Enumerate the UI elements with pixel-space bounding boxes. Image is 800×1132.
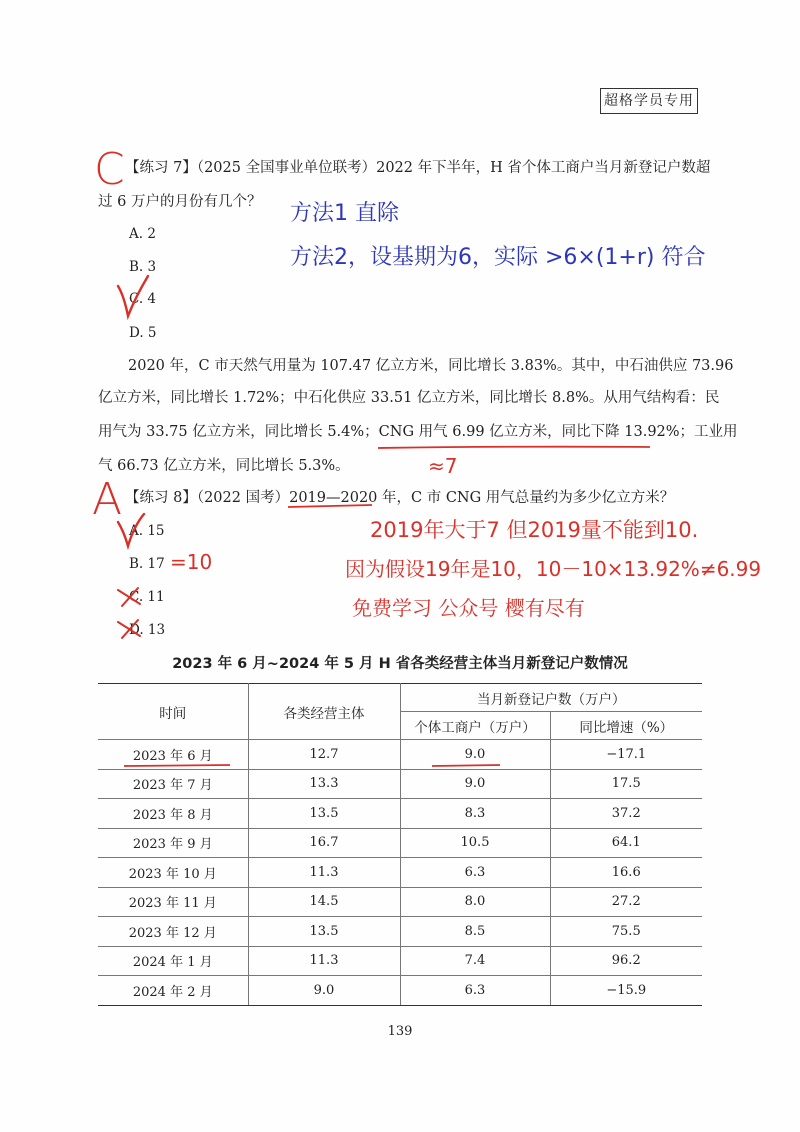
cell-all: 11.3: [248, 858, 400, 888]
q7-option-b: B. 3: [129, 259, 157, 275]
table-row: [98, 828, 702, 858]
table-row: [98, 946, 702, 976]
q8-option-a: A. 15: [129, 523, 165, 539]
passage-note-approx: ≈7: [428, 454, 458, 478]
q8-text-line1: 【练习 8】（2022 国考）2019—2020 年，C 市 CNG 用气总量约为多少亿立方米？: [125, 490, 675, 506]
table-row: [98, 917, 702, 947]
cell-individual: 9.0: [400, 740, 550, 770]
data-table: [98, 683, 702, 1006]
cell-individual: 6.3: [400, 858, 550, 888]
cell-growth: 16.6: [550, 858, 702, 888]
passage-line2: 亿立方米，同比增长 1.72%；中石化供应 33.51 亿立方米，同比增长 8.8%。从用气结构看：民: [98, 390, 720, 406]
table-row: [98, 976, 702, 1006]
cell-time: 2023 年 7 月: [98, 769, 248, 799]
passage-line4: 气 66.73 亿立方米，同比增长 5.3%。: [98, 458, 350, 474]
q7-option-d: D. 5: [129, 325, 157, 341]
cell-growth: 37.2: [550, 799, 702, 829]
q7-text-line1: 【练习 7】（2025 全国事业单位联考）2022 年下半年，H 省个体工商户当月新登记户数超: [125, 160, 711, 176]
cell-all: 12.7: [248, 740, 400, 770]
cell-individual: 8.3: [400, 799, 550, 829]
cell-time: 2024 年 2 月: [98, 976, 248, 1006]
q7-option-c: C. 4: [129, 291, 157, 307]
cell-all: 9.0: [248, 976, 400, 1006]
cell-individual: 7.4: [400, 946, 550, 976]
page-number: 139: [387, 1024, 413, 1039]
cell-time: 2023 年 8 月: [98, 799, 248, 829]
table-title: 2023 年 6 月~2024 年 5 月 H 省各类经营主体当月新登记户数情况: [172, 656, 628, 672]
cell-growth: 64.1: [550, 828, 702, 858]
cell-growth: 17.5: [550, 769, 702, 799]
q7-option-a: A. 2: [129, 226, 156, 242]
cell-individual: 8.0: [400, 887, 550, 917]
cell-time: 2023 年 12 月: [98, 917, 248, 947]
cell-growth: 27.2: [550, 887, 702, 917]
header-individual: 个体工商户（万户）: [400, 712, 550, 740]
table-row: [98, 799, 702, 829]
q8-note-line2: 因为假设19年是10，10－10×13.92%≠6.99: [345, 557, 762, 581]
header-time: 时间: [98, 684, 248, 740]
table-row: [98, 858, 702, 888]
cell-all: 14.5: [248, 887, 400, 917]
table-row: [98, 740, 702, 770]
q8-note-option-b: =10: [170, 550, 213, 574]
q8-option-b: B. 17: [129, 556, 165, 572]
passage-line3: 用气为 33.75 亿立方米，同比增长 5.4%；CNG 用气 6.99 亿立方米，同比下降 13.92%；工业用: [98, 424, 738, 440]
cell-time: 2024 年 1 月: [98, 946, 248, 976]
cell-growth: 75.5: [550, 917, 702, 947]
cell-all: 13.5: [248, 799, 400, 829]
q7-note-method2: 方法2，设基期为6，实际 >6×(1+r) 符合: [290, 245, 706, 270]
cell-individual: 10.5: [400, 828, 550, 858]
q7-text-line2: 过 6 万户的月份有几个？: [98, 194, 262, 210]
cell-time: 2023 年 11 月: [98, 887, 248, 917]
table-row: [98, 887, 702, 917]
cell-individual: 8.5: [400, 917, 550, 947]
q8-note-line3: 免费学习 公众号 樱有尽有: [352, 596, 585, 620]
cell-growth: −15.9: [550, 976, 702, 1006]
cell-time: 2023 年 9 月: [98, 828, 248, 858]
cell-all: 16.7: [248, 828, 400, 858]
cell-all: 13.5: [248, 917, 400, 947]
q8-note-line1: 2019年大于7 但2019量不能到10.: [370, 518, 699, 542]
cell-growth: −17.1: [550, 740, 702, 770]
cell-growth: 96.2: [550, 946, 702, 976]
header-group: 当月新登记户数（万户）: [400, 684, 702, 712]
cell-all: 13.3: [248, 769, 400, 799]
table-row: [98, 769, 702, 799]
header-growth: 同比增速（%）: [550, 712, 702, 740]
q7-note-method1: 方法1 直除: [290, 201, 399, 226]
header-badge: 超格学员专用: [600, 88, 698, 114]
q8-option-d: D. 13: [129, 622, 166, 638]
passage-underline-cng: [378, 447, 650, 448]
q7-handwritten-answer: C: [94, 144, 125, 195]
q8-handwritten-answer: A: [92, 474, 123, 525]
cell-time: 2023 年 6 月: [98, 740, 248, 770]
cell-time: 2023 年 10 月: [98, 858, 248, 888]
q8-option-c: C. 11: [129, 589, 165, 605]
cell-individual: 9.0: [400, 769, 550, 799]
cell-individual: 6.3: [400, 976, 550, 1006]
passage-line1: 2020 年，C 市天然气用量为 107.47 亿立方米，同比增长 3.83%。其中，中石油供应 73.96: [128, 358, 734, 374]
cell-all: 11.3: [248, 946, 400, 976]
header-all-entities: 各类经营主体: [248, 684, 400, 740]
